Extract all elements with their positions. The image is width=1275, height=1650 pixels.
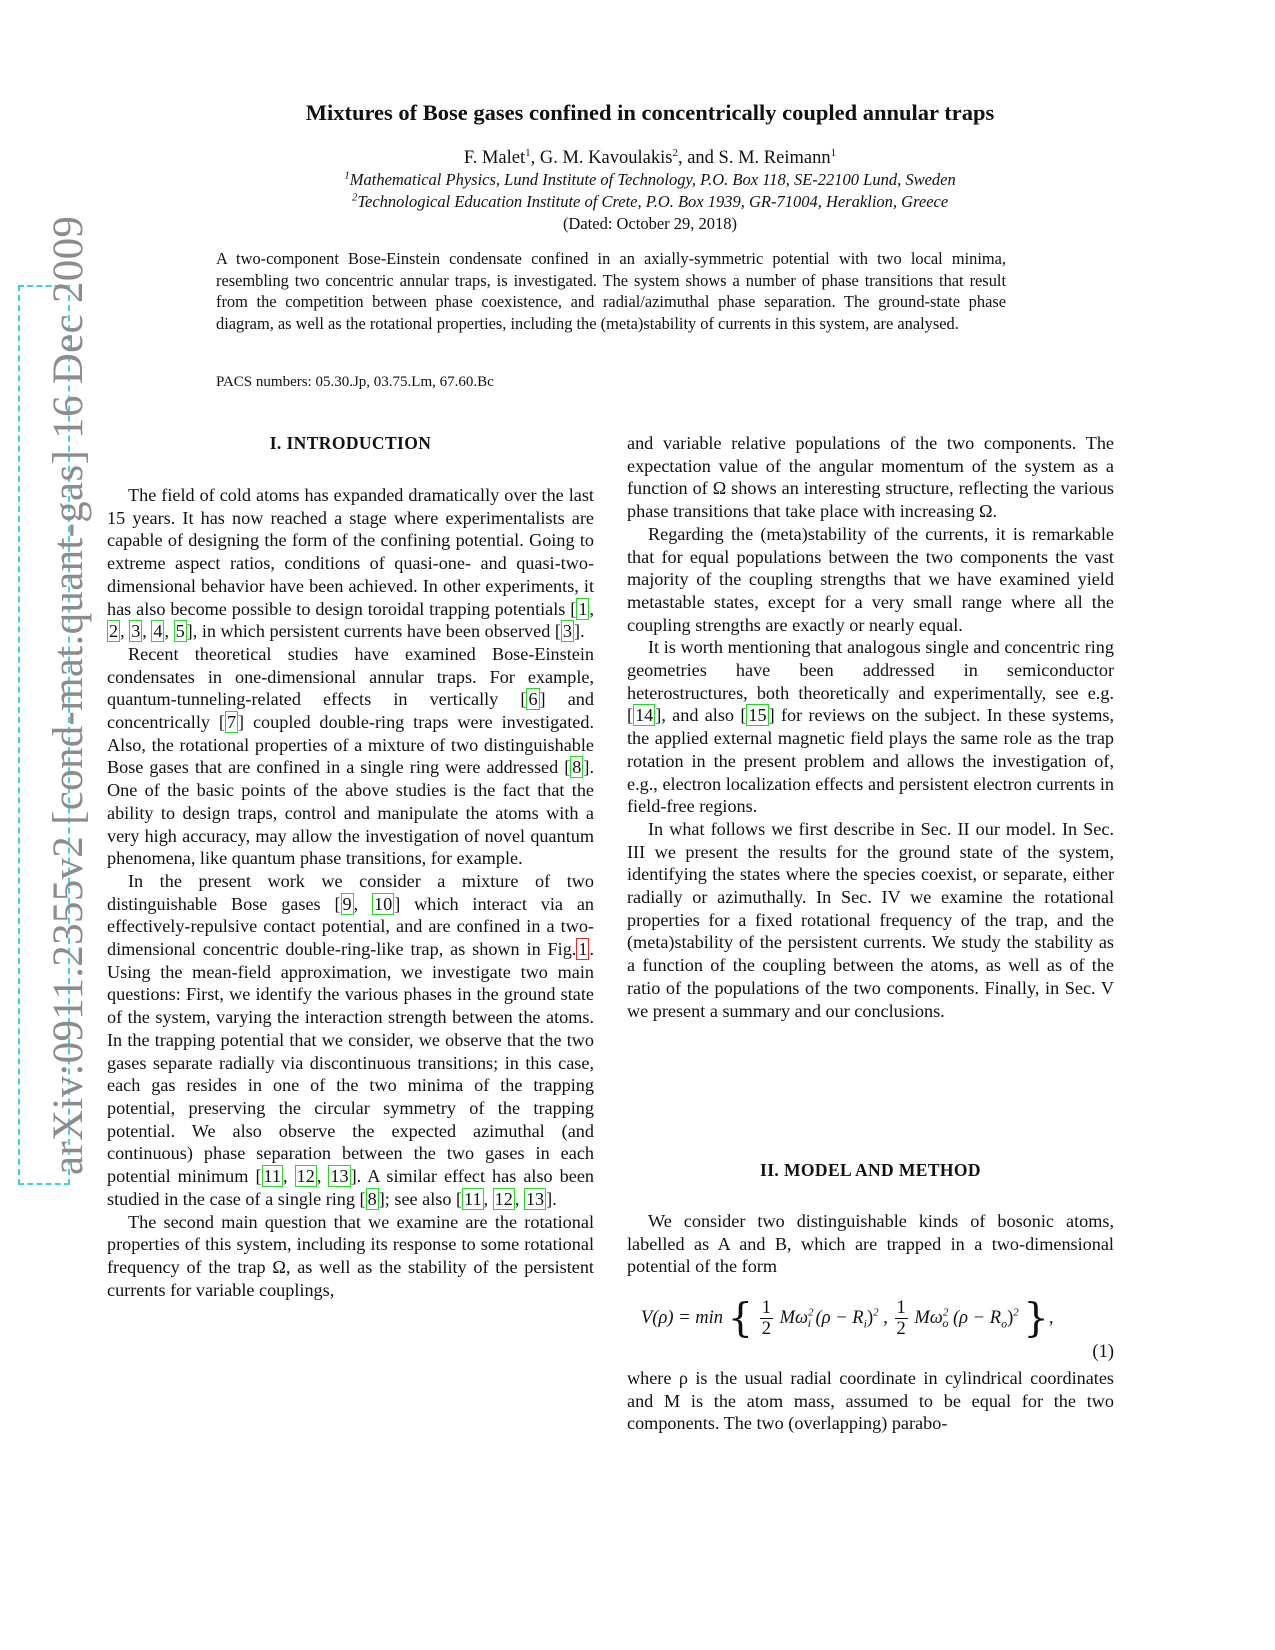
citation-link[interactable]: 8 [367, 1188, 377, 1209]
eq-power: 2 [808, 1306, 814, 1319]
text-run: . [580, 621, 585, 642]
right-brace: } [1023, 1295, 1049, 1342]
citation-link[interactable]: 15 [748, 705, 767, 726]
author-name: G. M. Kavoulakis [539, 148, 673, 168]
frac-denominator: 2 [896, 1319, 906, 1339]
fraction [895, 1298, 908, 1339]
date-line: (Dated: October 29, 2018) [562, 214, 738, 233]
eq-term: Mω [779, 1307, 809, 1328]
arxiv-stamp[interactable]: arXiv:0911.2355v2 [cond-mat.quant-gas] 16 Dec 2009 [45, 215, 92, 1175]
text-run: which interact via an effectively-repulsive contact potential, and are confined in a two-dimensional concentric double-ring-like trap, as shown in Fig. [107, 893, 594, 960]
citation-link[interactable]: 1 [578, 598, 588, 619]
paragraph: In the present work we consider a mixture of two distinguishable Bose gases [ 9 , 10 ] which interact via an effectively-repulsive contact potential, and are confined in a two-dimensional concentric double-ring-like trap, as shown in Fig. 1 . Using the mean-field approximation, we investigate two main questions: First, we identify the various phases in the ground state of the system, varying the interaction strength between the atoms. In the trapping potential that we consider, we observe that the two gases separate radially via discontinuous transitions; in this case, each gas resides in one of the two minima of the trapping potential, preserving the circular symmetry of the trapping potential. We also observe the expected azimuthal (and continuous) phase separation between the two gases in each potential minimum [ 11 , 12 , 13 ]. A similar effect has also been studied in the case of a single ring [ 8 ]; see also [ 11 , 12 , 13 ]. [107, 870, 595, 1209]
equation-body [641, 1295, 1054, 1342]
eq-term: Mω [914, 1307, 943, 1328]
citation-link[interactable]: 7 [226, 712, 237, 733]
eq-power: 2 [942, 1306, 949, 1319]
eq-term: ) [1007, 1307, 1014, 1328]
text-run: Recent theoretical studies have examined Bose-Einstein condensates in one-dimensional annular traps. For example, quantum-tunneling-related effects in vertically [107, 643, 594, 710]
eq-separator: , [883, 1307, 888, 1328]
text-run: In the present work we consider a mixture of two distinguishable Bose gases [107, 870, 594, 914]
text-run: , and also [661, 705, 741, 726]
citation-link[interactable]: 11 [464, 1188, 482, 1209]
eq-sub: i [863, 1316, 867, 1331]
paragraph: and variable relative populations of the two components. The expectation value of the angular momentum of the system as a function of Ω shows an interesting structure, reflecting the various phase transitions that take place with increasing Ω. [627, 433, 1114, 522]
citation-link[interactable]: 8 [572, 757, 582, 778]
left-brace: { [727, 1295, 754, 1342]
eq-power: 2 [1013, 1306, 1019, 1319]
left-column [107, 484, 594, 1301]
affiliation-1 [150, 169, 1150, 191]
paragraph: In what follows we first describe in Sec. II our model. In Sec. III we present the results for the ground state of the system, identifying the states where the species coexist, or separate, either radially or azimuthally. In Sec. IV we examine the rotational properties for a fixed rotational frequency of the trap, and the (meta)stability of the persistent currents. We study the stability as a function of the coupling between the atoms, as well as of the ratio of the populations of the two components. Finally, in Sec. V we present a summary and our conclusions. [627, 818, 1114, 1021]
frac-denominator: 2 [761, 1319, 771, 1339]
paper-header [150, 100, 1150, 235]
eq-term: (ρ − R [952, 1307, 1002, 1328]
text-run: . [552, 1188, 557, 1209]
affiliation-text: Technological Education Institute of Crete, P.O. Box 1939, GR-71004, Heraklion, Greece [357, 192, 949, 211]
section-heading-model: II. MODEL AND METHOD [760, 1160, 981, 1180]
text-run: . A similar effect has also been studied in the case of a single ring [107, 1166, 595, 1209]
citation-link[interactable]: 3 [131, 621, 141, 642]
text-run: The field of cold atoms has expanded dramatically over the last 15 years. It has now reached a stage where experimentalists are capable of designing the form of the confining potential. Going to extreme aspect ratios, conditions of quasi-one- and quasi-two-dimensional behavior have been achieved. In other experiments, it has also become possible to design toroidal trapping potentials [107, 485, 594, 619]
text-run: and concentrically [107, 689, 594, 733]
text-run: . Using the mean-field approximation, we investigate two main questions: First, we identify the various phases in the ground state of the system, varying the interaction strength between the atoms. In the trapping potential that we consider, we observe that the two gases separate radially via discontinuous transitions; in this case, each gas resides in one of the two minima of the trapping potential, preserving the circular symmetry of the trapping potential. We also observe the expected azimuthal (and continuous) phase separation between the two gases in each potential minimum [107, 939, 594, 1187]
right-column [627, 432, 1114, 1022]
section-heading-introduction: I. INTRODUCTION [269, 433, 432, 453]
author-list: F. Malet$^1$, G. M. Kavoulakis$^2$, and S. M. Reimann$^1$ [463, 146, 837, 168]
model-intro [627, 1210, 1114, 1278]
affiliation-text: Mathematical Physics, Lund Institute of Technology, P.O. Box 118, SE-22100 Lund, Sweden [349, 170, 956, 189]
paragraph: We consider two distinguishable kinds of bosonic atoms, labelled as A and B, which are trapped in a two-dimensional potential of the form [627, 1211, 1114, 1277]
affil-mark: 1 [344, 169, 350, 182]
paragraph: It is worth mentioning that analogous single and concentric ring geometries have been addressed in semiconductor heterostructures, both theoretically and experimentally, see e.g. [ 14 ], and also [ 15 ] for reviews on the subject. In these systems, the applied external magnetic field plays the same role as the trap rotation in the present problem and allows the investigation of, e.g., electron localization effects and persistent electron currents in field-free regions. [627, 637, 1115, 817]
abstract: A two-component Bose-Einstein condensate confined in an axially-symmetric potential with two local minima, resembling two concentric annular traps, is investigated. The system shows a number of phase transitions that result from the competition between phase coexistence, and radial/azimuthal phase separation. The ground-state phase diagram, as well as the rotational properties, including the (meta)stability of currents in this system, are analysed. [216, 249, 1006, 333]
text-run: , in which persistent currents have been observed [192, 621, 555, 642]
eq-power: 2 [873, 1306, 879, 1319]
paragraph: Regarding the (meta)stability of the currents, it is remarkable that for equal populations between the two components the vast majority of the coupling strengths that we have examined yield metastable states, except for a very small range where all the coupling strengths are exactly or nearly equal. [627, 523, 1114, 635]
citation-link[interactable]: 13 [525, 1188, 545, 1209]
author-affil-mark: 2 [672, 146, 678, 159]
paragraph: where ρ is the usual radial coordinate in cylindrical coordinates and M is the atom mass, assumed to be equal for the two components. The two (overlapping) parabo- [627, 1368, 1114, 1434]
paragraph: Recent theoretical studies have examined Bose-Einstein condensates in one-dimensional annular traps. For example, quantum-tunneling-related effects in vertically [ 6 ] and concentrically [ 7 ] coupled double-ring traps were investigated. Also, the rotational properties of a mixture of two distinguishable Bose gases that are confined in a single ring were addressed [ 8 ]. One of the basic points of the above studies is the fact that the ability to design traps, control and manipulate the atoms with a very high accuracy, may allow the investigation of novel quantum phenomena, like quantum phase transitions, for example. [107, 643, 595, 869]
citation-link[interactable]: 14 [635, 705, 654, 726]
fraction [760, 1298, 773, 1339]
figure-ref-link[interactable]: 1 [578, 939, 588, 960]
citation-link[interactable]: 11 [263, 1166, 282, 1187]
citation-link[interactable]: 3 [562, 621, 572, 642]
pacs-numbers: PACS numbers: 05.30.Jp, 03.75.Lm, 67.60.Bc [216, 374, 494, 390]
paragraph: The field of cold atoms has expanded dramatically over the last 15 years. It has now reached a stage where experimentalists are capable of designing the form of the confining potential. Going to extreme aspect ratios, conditions of quasi-one- and quasi-two-dimensional behavior have been achieved. In other experiments, it has also become possible to design toroidal trapping potentials [ 1 , 2 , 3 , 4 , 5 ], in which persistent currents have been observed [ 3 ]. [107, 485, 594, 642]
model-continuation [627, 1367, 1114, 1435]
citation-link[interactable]: 6 [528, 689, 538, 710]
text-run: coupled double-ring traps were investigated. Also, the rotational properties of a mixture of two distinguishable Bose gases that are confined in a single ring were addressed [107, 712, 595, 778]
paper-title: Mixtures of Bose gases confined in concentrically coupled annular traps [305, 100, 995, 125]
paragraph: The second main question that we examine are the rotational properties of this system, including its response to some rotational frequency of the trap Ω, as well as the stability of the persistent currents for variable couplings, [107, 1211, 594, 1300]
citation-link[interactable]: 12 [494, 1188, 513, 1209]
citation-link[interactable]: 2 [109, 621, 119, 642]
author-name: and S. M. Reimann [687, 148, 831, 168]
text-run: It is worth mentioning that analogous single and concentric ring geometries have been addressed in semiconductor heterostructures, both theoretically and experimentally, see e.g. [627, 637, 1114, 703]
eq-sub: o [1001, 1316, 1008, 1331]
equation-number: (1) [1092, 1342, 1114, 1362]
text-run: ; see also [384, 1188, 456, 1209]
eq-term: (ρ − R [815, 1307, 864, 1328]
affiliation-2 [150, 191, 1150, 213]
citation-link[interactable]: 12 [296, 1166, 315, 1187]
citation-link[interactable]: 4 [153, 621, 163, 642]
author-affil-mark: 1 [830, 146, 837, 159]
citation-link[interactable]: 10 [374, 893, 393, 914]
text-run: . One of the basic points of the above studies is the fact that the ability to design traps, control and manipulate the atoms with a very high accuracy, may allow the investigation of novel quantum phenomena, like quantum phase transitions, for example. [107, 757, 594, 869]
citation-link[interactable]: 13 [330, 1166, 349, 1187]
author-affil-mark: 1 [525, 146, 531, 159]
eq-sub: i [807, 1316, 811, 1331]
frac-numerator: 1 [761, 1298, 771, 1318]
text-run: for reviews on the subject. In these systems, the applied external magnetic field plays the same role as the trap rotation in the present problem and allows the investigation of, e.g., electron localization effects and persistent electron currents in field-free regions. [627, 705, 1115, 817]
citation-link[interactable]: 5 [175, 621, 185, 642]
affil-mark: 2 [351, 191, 358, 204]
author-name: F. Malet [463, 148, 526, 168]
citation-link[interactable]: 9 [342, 893, 352, 914]
eq-tail: , [1048, 1307, 1054, 1328]
eq-term: ) [866, 1307, 874, 1328]
equation-1 [627, 1290, 1114, 1362]
eq-lhs: V(ρ) = min [641, 1307, 723, 1328]
frac-numerator: 1 [896, 1298, 906, 1318]
eq-sub: o [942, 1316, 949, 1331]
